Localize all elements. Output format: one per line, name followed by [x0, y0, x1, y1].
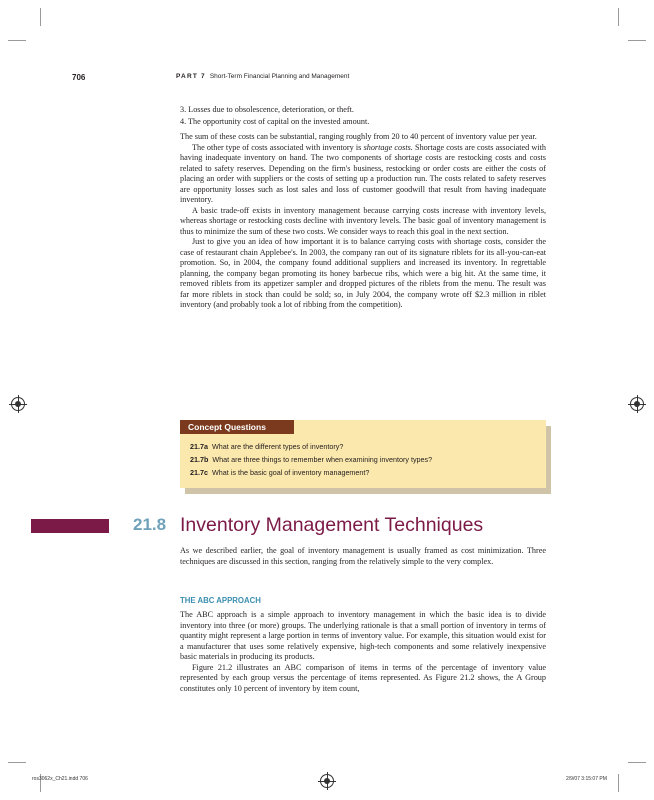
part-label: PART 7 [176, 73, 206, 80]
body-text-top [180, 132, 546, 311]
paragraph: As we described earlier, the goal of inventory management is usually framed as cost minimization. Three techniques are discussed in this section, ranging from the relatively simple to the very complex. [180, 546, 546, 566]
list-item [190, 466, 432, 479]
list-item: 4. The opportunity cost of capital on the invested amount. [180, 117, 370, 126]
footer-timestamp: 2/9/07 3:15:07 PM [566, 776, 607, 782]
crop-mark [8, 40, 26, 41]
paragraph: The ABC approach is a simple approach to inventory management in which the basic idea is to divide inventory into three (or more) groups. The underlying rationale is that a small portion of inventory in terms of quantity might represent a large portion in terms of inventory value. For example, this situation would exist for a manufacturer that uses some relatively expensive, high-tech components and some relatively inexpensive basic materials in producing its products. [180, 610, 546, 661]
paragraph: Just to give you an idea of how important it is to balance carrying costs with shortage costs, consider the case of restaurant chain Applebee's. In 2003, the company ran out of its signature riblets for its all-you-can-eat promotion. So, in 2004, the company found additional suppliers and increased its inventory. In regrettable planning, the company began promoting its honey barbecue ribs, which were a big hit. At the same time, it removed riblets from its appetizer sampler and dropped pictures of the riblets from the menu. The result was far more riblets in stock than could be sold; so, in July 2004, the company wrote off $2.3 million in riblet inventory (and probably took a lot of ribbing from the competition). [180, 237, 546, 309]
crop-mark [628, 40, 646, 41]
part-heading [176, 73, 349, 80]
concept-questions-title: Concept Questions [180, 420, 294, 434]
abc-body-text [180, 610, 546, 694]
subsection-heading: THE ABC APPROACH [180, 596, 261, 605]
paragraph: The other type of costs associated with inventory is shortage costs. Shortage costs are costs associated with having inadequate inventory on hand. The two components of shortage costs are restocking costs and costs related to safety reserves. Depending on the firm's business, restocking or order costs are either the costs of placing an order with suppliers or the costs of setting up a production run. The costs related to safety reserves are opportunity losses such as lost sales and loss of customer goodwill that result from having inadequate inventory. [180, 142, 546, 204]
list-item: 3. Losses due to obsolescence, deterioration, or theft. [180, 105, 354, 114]
crop-mark [628, 762, 646, 763]
running-header [0, 73, 654, 85]
section-number: 21.8 [133, 515, 167, 534]
question-text: What are the different types of inventory? [212, 442, 344, 451]
registration-mark-icon [630, 397, 644, 411]
question-text: What is the basic goal of inventory management? [212, 468, 370, 477]
crop-mark [40, 8, 41, 26]
paragraph: Figure 21.2 illustrates an ABC comparison of items in terms of the percentage of inventory value represented by each group versus the percentage of items represented. As Figure 21.2 shows, the A Group constitutes only 10 percent of inventory by item count, [180, 662, 546, 693]
page-number: 706 [72, 73, 86, 82]
part-title: Short-Term Financial Planning and Management [209, 73, 350, 80]
footer-file-slug: ros3062x_Ch21.indd 706 [32, 776, 88, 782]
crop-mark [618, 8, 619, 26]
registration-mark-icon [11, 397, 25, 411]
question-number: 21.7b [190, 455, 209, 464]
section-title: Inventory Management Techniques [180, 514, 484, 536]
question-text: What are three things to remember when examining inventory types? [212, 455, 433, 464]
paragraph: A basic trade-off exists in inventory management because carrying costs increase with inventory levels, whereas shortage or restocking costs decline with inventory levels. The basic goal of inventory management is thus to minimize the sum of these two costs. We consider ways to reach this goal in the next section. [180, 205, 546, 236]
list-item [190, 440, 432, 453]
question-number: 21.7a [190, 442, 208, 451]
cost-list [180, 104, 546, 128]
emphasis-term: shortage costs. [363, 142, 413, 152]
crop-mark [8, 762, 26, 763]
section-intro [180, 546, 546, 567]
paragraph: The sum of these costs can be substantial, ranging roughly from 20 to 40 percent of inventory value per year. [180, 132, 537, 141]
question-number: 21.7c [190, 468, 208, 477]
section-marker-bar [31, 519, 109, 533]
crop-mark [618, 774, 619, 792]
registration-mark-icon [320, 774, 334, 788]
list-item [190, 453, 432, 466]
concept-questions-list [190, 440, 432, 479]
